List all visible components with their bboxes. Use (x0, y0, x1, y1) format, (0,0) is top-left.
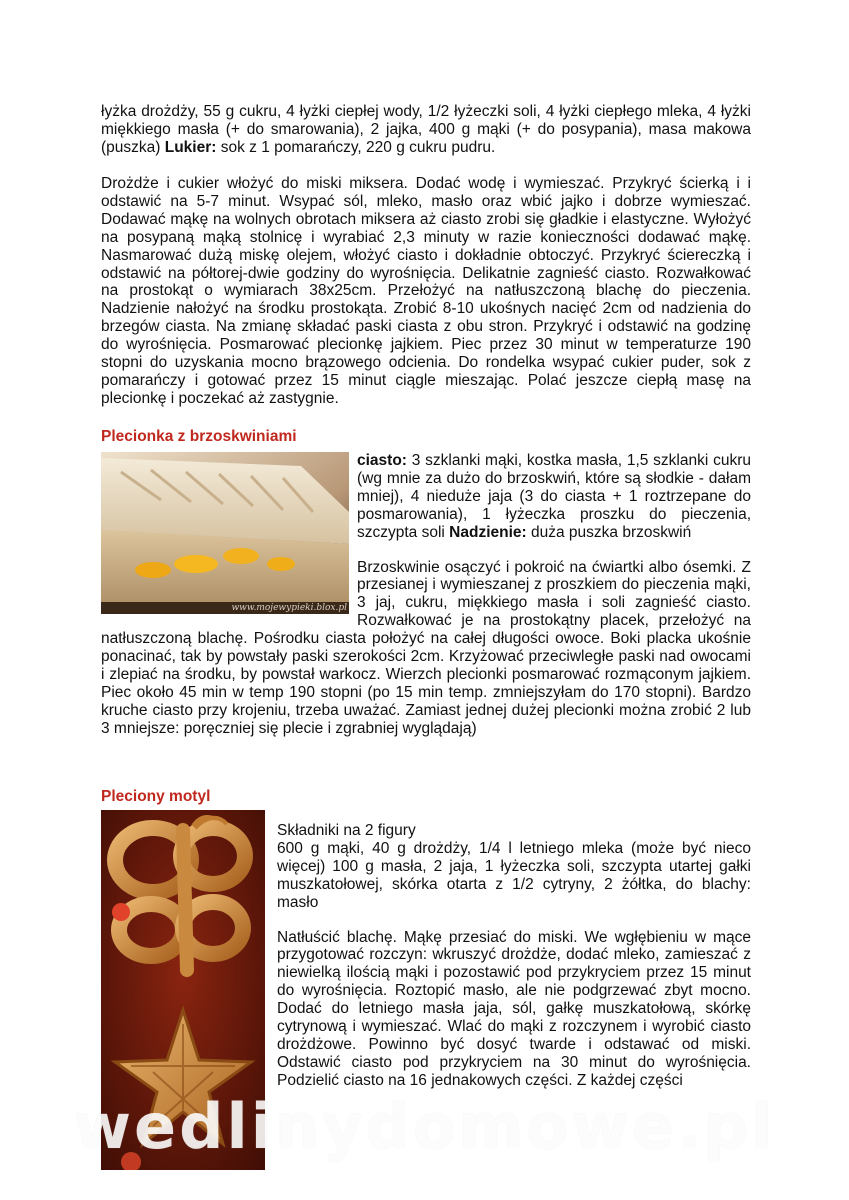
butterfly-title: Pleciony motyl (101, 788, 211, 805)
dough-label: ciasto: (357, 452, 407, 469)
filling-text: duża puszka brzoskwiń (526, 523, 692, 541)
butterfly-ingredients-heading: Składniki na 2 figury (277, 822, 416, 839)
icing-text: sok z 1 pomarańczy, 220 g cukru pudru. (216, 138, 496, 156)
peach-method: Brzoskwinie osączyć i pokroić na ćwiartki albo ósemki. Z przesianej i wymieszanej z proszkiem do pieczenia mąki, 3 jaj, cukru, miękkiego masła i soli zagnieść ciasto. Rozwałkować je na prostokątny placek, przełożyć na natłuszczoną blachę. Pośrodku ciasta położyć na całej długości owoce. Boki placka ukośnie ponacinać, tak by powstały paski szerokości 2cm. Krzyżować przeciwległe paski nad owocami i zlepiać na środku, by powstał warkocz. Wierzch plecionki posmarować rozmąconym jajkiem. Piec około 45 min w temp 190 stopni (po 15 min temp. zmniejszyłam do 170 stopni). Bardzo kruche ciasto przy krojeniu, trzeba uważać. Zamiast jednej dużej plecionki można zrobić 2 lub 3 mniejsze: poręczniej się plecie i zgrabniej wyglądają) (101, 558, 751, 737)
photo-caption: www.mojewypieki.blox.pl (231, 603, 347, 613)
peach-braid-title: Plecionka z brzoskwiniami (101, 428, 297, 445)
butterfly-ingredients: 600 g mąki, 40 g drożdży, 1/4 l letniego mleka (może być nieco więcej) 100 g masła, 2 jaja, 1 łyżeczka soli, szczypta utartej gałki muszkatołowej, skórka otarta z 1/2 cytryny, 2 żółtka, do blachy: masło (277, 839, 751, 911)
dough-text: 3 szklanki mąki, kostka masła, 1,5 szklanki cukru (wg mnie za dużo do brzoskwiń, które są słodkie - dałam mniej), 4 nieduże jaja (3 do ciasta + 1 roztrzepane do posmarowania), 1 łyżeczka proszku do pieczenia, szczypta soli (357, 452, 751, 541)
method-paragraph: Drożdże i cukier włożyć do miski miksera. Dodać wodę i wymieszać. Przykryć ścierką i i odstawić na 5-7 minut. Wsypać sól, mleko, masło oraz wbić jajko i dobrze wymieszać. Dodawać mąkę na wolnych obrotach miksera aż ciasto zrobi się gładkie i elastyczne. Wyłożyć na posypaną mąką stolnicę i wyrabiać 2,3 minuty w razie konieczności dodawać mąkę. Nasmarować dużą miskę olejem, włożyć ciasto i dokładnie obtoczyć. Przykryć ściereczką i odstawić na półtorej-dwie godziny do wyrośnięcia. Delikatnie zagnieść ciasto. Rozwałkować na prostokąt o wymiarach 38x25cm. Przełożyć na natłuszczoną blachę do pieczenia. Nadzienie nałożyć na środku prostokąta. Zrobić 8-10 ukośnych nacięć 2cm od nadzienia do brzegów ciasta. Na zmianę składać paski ciasta z obu stron. Przykryć i odstawić na godzinę do wyrośnięcia. Posmarować plecionkę jajkiem. Piec przez 30 minut w temperaturze 190 stopni do uzyskania mocno brązowego odcienia. Do rondelka wsypać cukier puder, sok z pomarańczy i gotować przez 15 minut ciągle mieszając. Polać jeszcze ciepłą masę na plecionkę i poczekać aż zastygnie. (101, 175, 751, 407)
butterfly-method: Natłuścić blachę. Mąkę przesiać do miski. We wgłębieniu w mące przygotować rozczyn: wkruszyć drożdże, dodać mleko, zamieszać z niewielką ilością mąki i pozostawić pod przykryciem przez 15 minut do wyrośnięcia. Roztopić masło, ale nie podgrzewać zbyt mocno. Dodać do letniego masła jaja, sól, gałkę muszkatołową, skórkę cytrynową i wymieszać. Wlać do mąki z rozczynem i wyrobić ciasto drożdżowe. Powinno być dosyć twarde i odstawać od miski. Odstawić ciasto pod przykryciem na 30 minut do wyrośnięcia. Podzielić ciasto na 16 jednakowych części. Z każdej części (277, 928, 751, 1089)
peach-braid-section (101, 452, 751, 738)
ingredients-paragraph (101, 103, 751, 157)
watermark-text: wedlinydomowe.pl (73, 1090, 776, 1163)
icing-label: Lukier: (164, 138, 217, 156)
ingredients-text: łyżka drożdży, 55 g cukru, 4 łyżki ciepłej wody, 1/2 łyżeczki soli, 4 łyżki ciepłego mleka, 4 łyżki miękkiego masła (+ do smarowania), 2 jajka, 400 g mąki (+ do posypania), masa makowa (puszka) (101, 103, 751, 156)
peach-braid-photo (101, 452, 349, 614)
filling-label: Nadzienie: (449, 523, 527, 541)
